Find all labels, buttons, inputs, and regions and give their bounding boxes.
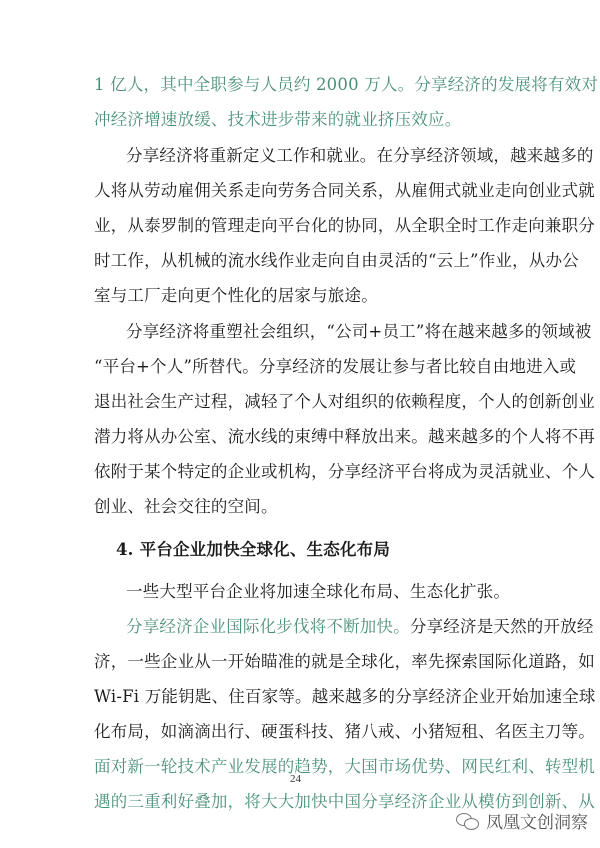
wechat-icon [456, 811, 480, 831]
text-line-16-highlight: 分享经济企业国际化步伐将不断加快。 [126, 617, 410, 636]
text-line-2: 冲经济增速放缓、技术进步带来的就业挤压效应。 [94, 110, 462, 129]
watermark [456, 808, 588, 833]
text-line-6: 时工作，从机械的流水线作业走向自由灵活的“云上”作业，从办公 [94, 251, 579, 270]
text-line-9: “平台+个人”所替代。分享经济的发展让参与者比较自由地进入或 [94, 357, 577, 376]
text-line-16 [126, 617, 594, 637]
text-line-3: 分享经济将重新定义工作和就业。在分享经济领域，越来越多的 [126, 146, 594, 165]
text-line-11: 潜力将从办公室、流水线的束缚中释放出来。越来越多的个人将不再 [94, 427, 595, 446]
text-line-10: 退出社会生产过程，减轻了个人对组织的依赖程度，个人的创新创业 [94, 392, 595, 411]
text-line-13: 创业、社会交往的空间。 [94, 497, 278, 516]
text-line-20: 面对新一轮技术产业发展的趋势，大国市场优势、网民红利、转型机 [94, 757, 595, 776]
text-line-8: 分享经济将重塑社会组织，“公司+员工”将在越来越多的领域被 [126, 322, 592, 341]
section-heading: 4. 平台企业加快全球化、生态化布局 [116, 540, 391, 559]
text-line-21: 遇的三重利好叠加，将大大加快中国分享经济企业从模仿到创新、从 [94, 792, 595, 811]
text-line-1: 1 亿人，其中全职参与人员约 2000 万人。分享经济的发展将有效对 [94, 75, 599, 94]
text-line-4: 人将从劳动雇佣关系走向劳务合同关系，从雇佣式就业走向创业式就 [94, 181, 595, 200]
watermark-text: 凤凰文创洞察 [486, 813, 588, 833]
text-line-19: 化布局，如滴滴出行、硬蛋科技、猪八戒、小猪短租、名医主刀等。 [94, 722, 595, 741]
text-line-15: 一些大型平台企业将加速全球化布局、生态化扩张。 [126, 582, 511, 601]
text-line-12: 依附于某个特定的企业或机构，分享经济平台将成为灵活就业、个人 [94, 462, 595, 481]
text-line-5: 业，从泰罗制的管理走向平台化的协同，从全职全时工作走向兼职分 [94, 216, 595, 235]
text-line-16-continuation: 分享经济是天然的开放经 [409, 617, 594, 636]
text-line-18: Wi-Fi 万能钥匙、住百家等。越来越多的分享经济企业开始加速全球 [94, 687, 596, 706]
text-line-17: 济，一些企业从一开始瞄准的就是全球化，率先探索国际化道路，如 [94, 652, 595, 671]
text-line-7: 室与工厂走向更个性化的居家与旅途。 [94, 286, 378, 305]
page-number: 24 [290, 773, 301, 785]
